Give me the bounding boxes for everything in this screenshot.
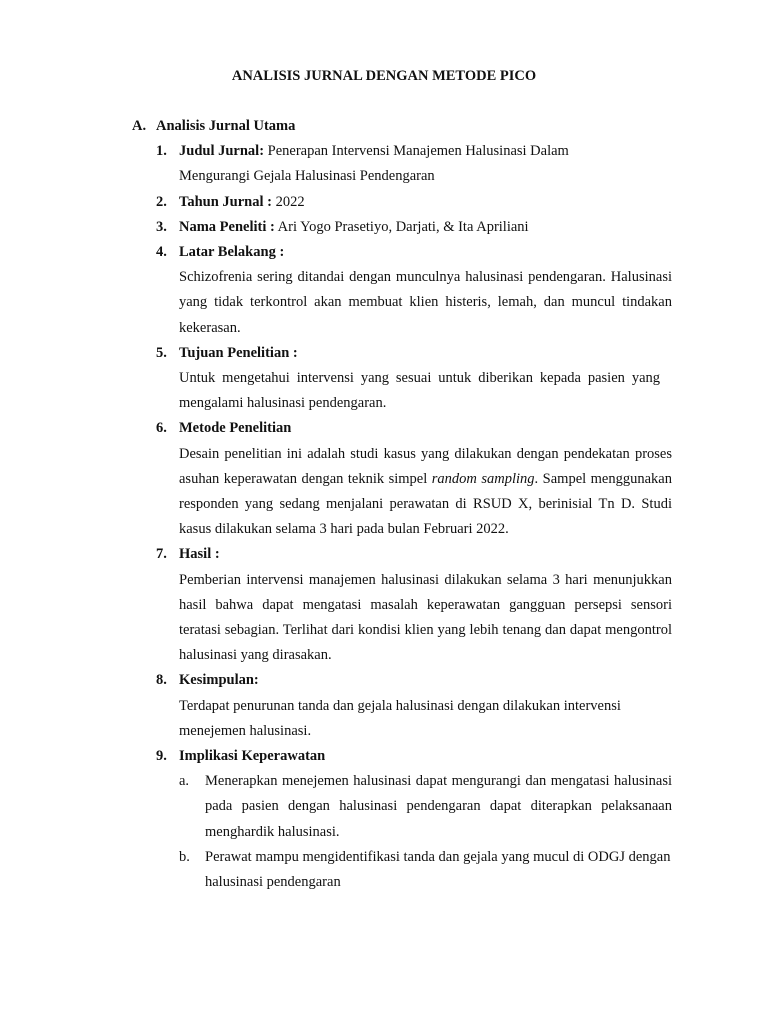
item-metode-penelitian [156,416,672,441]
item-paragraph: Untuk mengetahui intervensi yang sesuai untuk diberikan kepada pasien yang mengalami halusinasi pendengaran. [179,370,660,412]
sub-item-b [179,845,672,895]
sub-item-a [179,769,672,845]
section-letter: A. [132,118,147,134]
item-number: 9. [156,748,167,765]
item-value: Penerapan Intervensi Manajemen Halusinasi Dalam [264,143,569,160]
sub-item-text: Menerapkan menejemen halusinasi dapat mengurangi dan mengatasi halusinasi pada pasien dengan halusinasi pendengaran dapat diterapkan pelaksanaan menghardik halusinasi. [205,773,672,840]
section-heading [132,114,672,139]
item-label: Implikasi Keperawatan [179,748,326,765]
item-number: 6. [156,420,167,437]
paragraph-italic-term: random sampling [431,470,535,487]
item-label: Tujuan Penelitian : [179,344,298,361]
item-value: 2022 [271,193,305,210]
paragraph-text: Desain penelitian ini adalah studi kasus yang dilakukan dengan pendekatan proses asuhan keperawatan dengan teknik simpel [179,445,672,487]
item-line [179,215,529,240]
item-hasil [156,542,672,567]
item-tujuan-penelitian [156,341,672,366]
item-judul [156,139,672,164]
item-number: 7. [156,546,167,563]
item-label: Nama Peneliti : [179,218,275,235]
item-tahun [156,190,672,215]
item-label: Judul Jurnal: [179,143,265,160]
item-number: 2. [156,193,167,210]
item-line [179,139,569,164]
item-implikasi-keperawatan [156,744,672,769]
item-paragraph: Schizofrenia sering ditandai dengan munculnya halusinasi pendengaran. Halusinasi yang tidak terkontrol akan membuat klien histeris, lemah, dan muncul tindakan kekerasan. [179,269,672,336]
item-latar-belakang [156,240,672,265]
item-kesimpulan [156,668,672,693]
item-value-continued: Mengurangi Gejala Halusinasi Pendengaran [179,168,435,185]
item-label: Latar Belakang : [179,244,285,261]
item-number: 3. [156,218,167,235]
item-list [156,139,672,895]
item-number: 5. [156,344,167,361]
item-label: Tahun Jurnal : [179,193,272,210]
item-paragraph: Pemberian intervensi manajemen halusinasi dilakukan selama 3 hari menunjukkan hasil bahwa dapat mengatasi masalah keperawatan gangguan persepsi sensori teratasi sebagian. Terlihat dari kondisi klien yang lebih tenang dan dapat mengontrol halusinasi yang dirasakan. [179,571,672,664]
sub-item-text: Perawat mampu mengidentifikasi tanda dan gejala yang mucul di ODGJ dengan halusinasi pendengaran [205,848,671,891]
item-number: 1. [156,143,167,160]
item-value: Ari Yogo Prasetiyo, Darjati, & Ita Apriliani [274,218,529,235]
item-label: Metode Penelitian [179,420,292,437]
section-main-journal-analysis [132,114,672,895]
sub-item-letter: b. [179,848,190,865]
sub-item-letter: a. [179,773,190,790]
item-peneliti [156,215,672,240]
item-line [179,190,305,215]
item-label: Hasil : [179,546,220,563]
item-number: 8. [156,672,167,689]
item-paragraph: Terdapat penurunan tanda dan gejala halusinasi dengan dilakukan intervensi menejemen halusinasi. [179,697,621,739]
item-paragraph [179,442,672,543]
section-heading-text: Analisis Jurnal Utama [156,118,296,134]
item-number: 4. [156,244,167,261]
item-label: Kesimpulan: [179,672,259,689]
paragraph-text: . Sampel menggunakan responden yang sedang menjalani perawatan di RSUD X, berinisial Tn D. Studi kasus dilakukan selama 3 hari pada bulan Februari 2022. [179,470,672,538]
document-title: ANALISIS JURNAL DENGAN METODE PICO [231,68,537,84]
